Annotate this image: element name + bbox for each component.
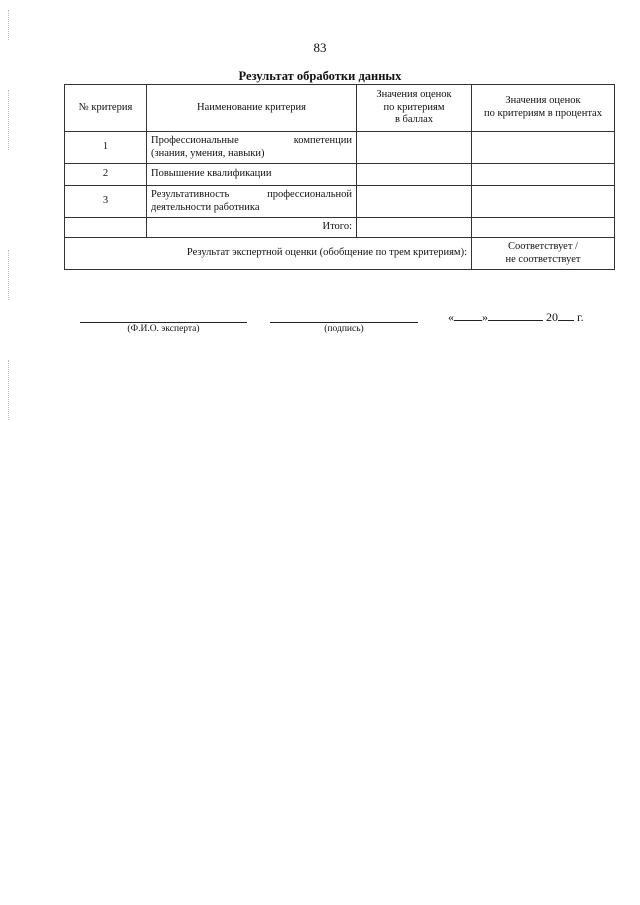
row-percent-cell[interactable]: [472, 132, 615, 164]
date-year-blank[interactable]: [558, 310, 574, 321]
total-stub-line: [85, 237, 145, 238]
header-percent: [472, 85, 615, 132]
row-points-cell[interactable]: [357, 164, 472, 186]
row-percent-cell[interactable]: [472, 164, 615, 186]
table-row: [65, 186, 615, 218]
date-year-suffix: г.: [577, 310, 584, 324]
row-name-line1: Результативность профессиональной: [151, 188, 352, 200]
date-month-blank[interactable]: [488, 310, 543, 321]
total-percent-cell[interactable]: [472, 218, 615, 238]
header-points-line2: по критериям: [383, 101, 445, 113]
date-field: [448, 310, 584, 325]
margin-marks-top: [8, 10, 11, 40]
total-blank-cell: [65, 218, 147, 238]
header-points-line3: в баллах: [394, 114, 434, 126]
row-percent-cell[interactable]: [472, 186, 615, 218]
total-row: [65, 218, 615, 238]
header-percent-line2: по критериям в процентах: [484, 108, 602, 119]
expert-name-line[interactable]: [80, 322, 247, 323]
row-points-cell[interactable]: [357, 186, 472, 218]
date-open-quote: «: [448, 310, 454, 324]
row-name-line1: Профессиональные компетенции: [151, 134, 352, 146]
margin-marks-bottom: [8, 360, 11, 420]
header-percent-line1: Значения оценок: [505, 95, 581, 107]
table-row: [65, 164, 615, 186]
row-number: 3: [65, 186, 147, 218]
result-value: [472, 238, 615, 270]
row-points-cell[interactable]: [357, 132, 472, 164]
result-row: [65, 238, 615, 270]
row-criterion-name: [147, 132, 357, 164]
result-value-line1: Соответствует /: [508, 240, 578, 252]
header-criterion-number: № критерия: [65, 85, 147, 132]
results-table: [64, 84, 615, 270]
margin-marks-lower: [8, 250, 11, 300]
row-name-line2: деятельности работника: [151, 201, 260, 213]
header-points: [357, 85, 472, 132]
page-title: Результат обработки данных: [238, 69, 402, 83]
expert-name-caption: (Ф.И.О. эксперта): [127, 324, 200, 334]
signature-line[interactable]: [270, 322, 418, 323]
table-row: [65, 132, 615, 164]
total-points-cell[interactable]: [357, 218, 472, 238]
row-criterion-name: [147, 186, 357, 218]
table-header-row: [65, 85, 615, 132]
row-criterion-name: [147, 164, 357, 186]
total-label: Итого:: [147, 218, 357, 238]
header-points-line1: Значения оценок: [376, 89, 452, 101]
header-criterion-name: Наименование критерия: [147, 85, 357, 132]
margin-marks-middle: [8, 90, 11, 150]
page-number: 83: [313, 40, 327, 55]
result-label: Результат экспертной оценки (обобщение по трем критериям):: [65, 238, 472, 270]
date-year-prefix: 20: [546, 310, 558, 324]
date-close-quote: »: [482, 310, 488, 324]
row-number: 1: [65, 132, 147, 164]
result-value-line2: не соответствует: [505, 253, 581, 265]
date-day-blank[interactable]: [454, 310, 482, 321]
row-name-line1: Повышение квалификации: [151, 168, 272, 180]
row-name-line2: (знания, умения, навыки): [151, 147, 265, 159]
signature-caption: (подпись): [324, 324, 364, 334]
row-number: 2: [65, 164, 147, 186]
